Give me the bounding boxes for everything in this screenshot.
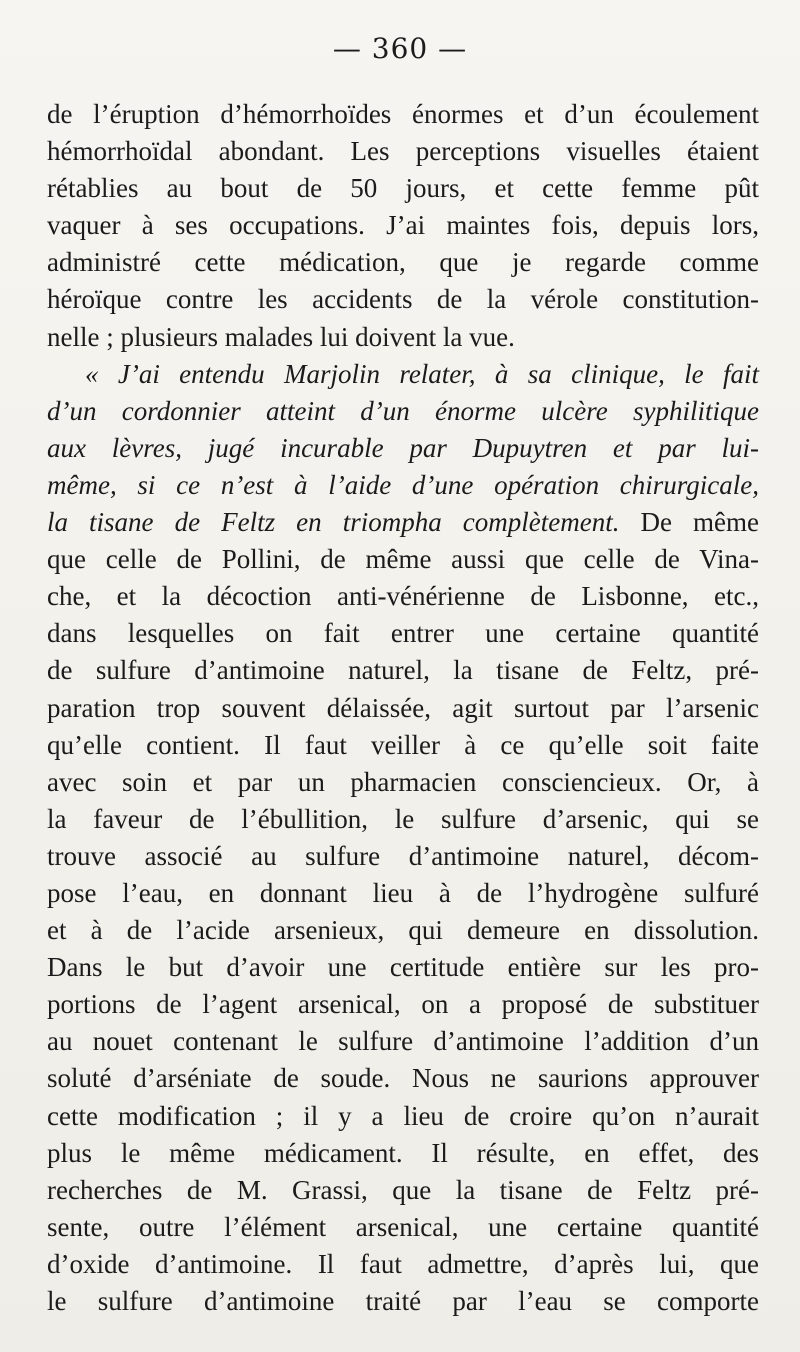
text-segment: héroïque contre les accidents de la vérole constitution- xyxy=(47,284,759,315)
text-line xyxy=(47,319,759,356)
text-segment: au nouet contenant le sulfure d’antimoine l’addition d’un xyxy=(47,1026,759,1057)
text-segment: cette modification ; il y a lieu de croire qu’on n’aurait xyxy=(47,1100,759,1131)
text-segment: Dans le but d’avoir une certitude entière sur les pro- xyxy=(47,952,759,983)
text-segment: nelle ; plusieurs malades lui doivent la vue. xyxy=(47,321,515,352)
text-line xyxy=(47,875,759,912)
italic-text-segment: la tisane de Feltz en triompha complètement. xyxy=(47,507,620,538)
text-segment: avec soin et par un pharmacien consciencieux. Or, à xyxy=(47,766,759,797)
text-line xyxy=(47,1060,759,1097)
text-segment: soluté d’arséniate de soude. Nous ne saurions approuver xyxy=(47,1063,759,1094)
text-line xyxy=(47,170,759,207)
italic-text-segment: d’un cordonnier atteint d’un énorme ulcère syphilitique xyxy=(47,395,759,426)
text-line xyxy=(47,912,759,949)
text-segment: rétablies au bout de 50 jours, et cette femme pût xyxy=(47,173,759,204)
text-segment: que celle de Pollini, de même aussi que celle de Vina- xyxy=(47,544,759,575)
text-line xyxy=(47,96,759,133)
page-number: — 360 — xyxy=(332,32,468,65)
text-segment: administré cette médication, que je regarde comme xyxy=(47,247,759,278)
text-line xyxy=(47,1283,759,1320)
text-line xyxy=(47,393,759,430)
text-line xyxy=(47,356,759,393)
italic-text-segment: même, si ce n’est à l’aide d’une opération chirurgicale, xyxy=(47,469,759,500)
text-line xyxy=(47,1098,759,1135)
text-line xyxy=(47,281,759,318)
text-line xyxy=(47,244,759,281)
text-line xyxy=(47,504,759,541)
text-line xyxy=(47,430,759,467)
text-segment: che, et la décoction anti-vénérienne de Lisbonne, etc., xyxy=(47,581,759,612)
text-line xyxy=(47,1023,759,1060)
text-segment: de sulfure d’antimoine naturel, la tisane de Feltz, pré- xyxy=(47,655,759,686)
text-line xyxy=(47,727,759,764)
text-segment: vaquer à ses occupations. J’ai maintes fois, depuis lors, xyxy=(47,210,759,241)
text-line xyxy=(47,467,759,504)
text-line xyxy=(47,690,759,727)
text-segment: plus le même médicament. Il résulte, en effet, des xyxy=(47,1137,759,1168)
text-segment: sente, outre l’élément arsenical, une certaine quantité xyxy=(47,1211,759,1242)
text-line xyxy=(47,1209,759,1246)
text-segment: portions de l’agent arsenical, on a proposé de substituer xyxy=(47,989,759,1020)
text-segment: dans lesquelles on fait entrer une certaine quantité xyxy=(47,618,759,649)
italic-text-segment: « J’ai entendu Marjolin relater, à sa clinique, le fait xyxy=(85,358,759,389)
text-line xyxy=(47,207,759,244)
text-segment: recherches de M. Grassi, que la tisane de Feltz pré- xyxy=(47,1174,759,1205)
text-line xyxy=(47,541,759,578)
text-line xyxy=(47,986,759,1023)
text-line xyxy=(47,1246,759,1283)
text-segment: et à de l’acide arsenieux, qui demeure en dissolution. xyxy=(47,915,759,946)
text-segment: paration trop souvent délaissée, agit surtout par l’arsenic xyxy=(47,692,759,723)
text-segment: la faveur de l’ébullition, le sulfure d’arsenic, qui se xyxy=(47,803,759,834)
text-segment: De même xyxy=(619,507,760,538)
text-line xyxy=(47,1135,759,1172)
text-line xyxy=(47,949,759,986)
text-line xyxy=(47,1172,759,1209)
text-segment: de l’éruption d’hémorrhoïdes énormes et d’un écoulement xyxy=(47,99,759,129)
text-segment: hémorrhoïdal abondant. Les perceptions visuelles étaient xyxy=(47,136,759,167)
text-segment: d’oxide d’antimoine. Il faut admettre, d’après lui, que xyxy=(47,1248,759,1279)
text-line xyxy=(47,764,759,801)
text-segment: qu’elle contient. Il faut veiller à ce qu’elle soit faite xyxy=(47,729,759,760)
body-text xyxy=(47,96,759,1320)
text-line xyxy=(47,652,759,689)
text-segment: trouve associé au sulfure d’antimoine naturel, décom- xyxy=(47,840,759,871)
italic-text-segment: aux lèvres, jugé incurable par Dupuytren et par lui- xyxy=(47,432,759,463)
text-line xyxy=(47,578,759,615)
text-line xyxy=(47,615,759,652)
text-segment: pose l’eau, en donnant lieu à de l’hydrogène sulfuré xyxy=(47,877,759,908)
text-line xyxy=(47,133,759,170)
text-segment: le sulfure d’antimoine traité par l’eau se comporte xyxy=(47,1286,759,1316)
text-line xyxy=(47,801,759,838)
text-line xyxy=(47,838,759,875)
